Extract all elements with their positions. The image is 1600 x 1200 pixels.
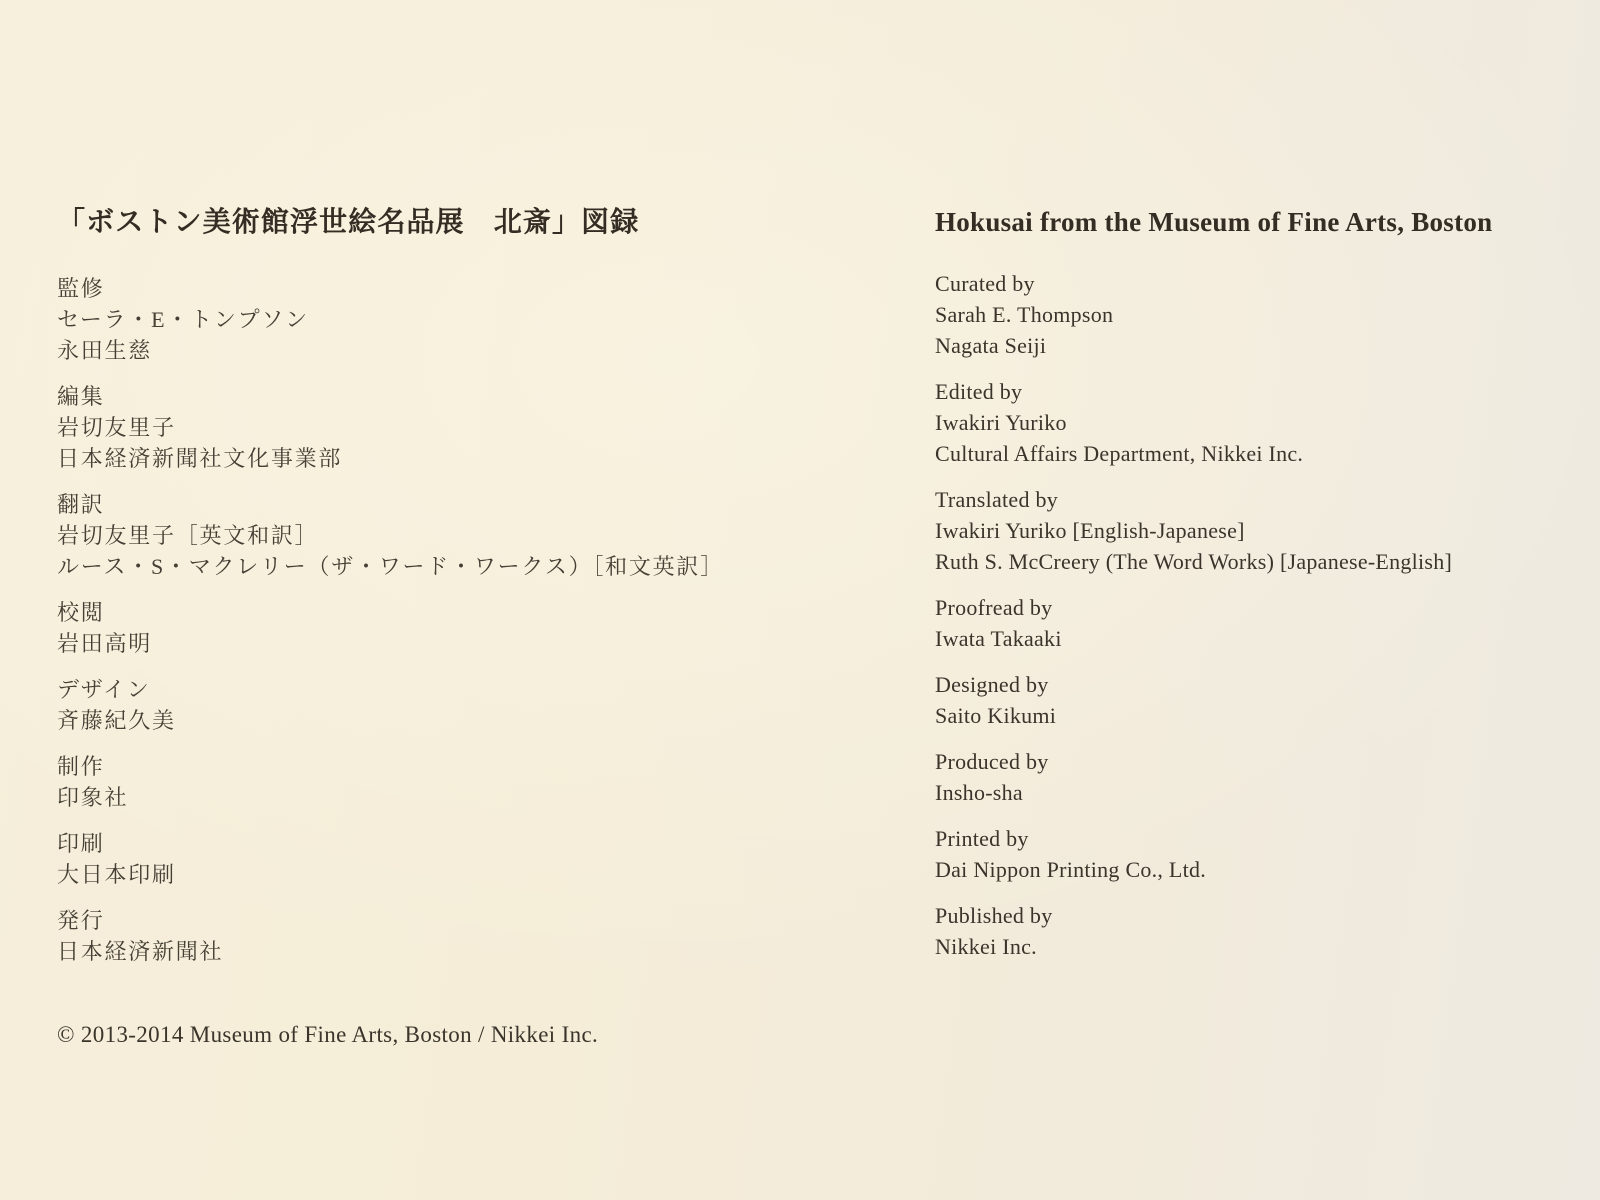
credit-section (935, 484, 1575, 577)
credit-role-label: Designed by (935, 672, 1049, 698)
credit-section (57, 905, 857, 967)
credit-section (935, 746, 1575, 808)
credit-name-line: 岩田高明 (57, 631, 153, 657)
credit-section (935, 592, 1575, 654)
credit-role-label: Proofread by (935, 595, 1053, 621)
copyright-line: © 2013-2014 Museum of Fine Arts, Boston / Nikkei Inc. (57, 1022, 599, 1047)
credit-role-label: Produced by (935, 749, 1049, 775)
credit-section (935, 823, 1575, 885)
credit-section (935, 376, 1575, 469)
colophon-english-column (935, 205, 1575, 977)
credit-role-label: Edited by (935, 379, 1023, 405)
credit-name-line: Dai Nippon Printing Co., Ltd. (935, 857, 1207, 883)
credit-section (57, 828, 857, 890)
credit-role-label: 制作 (57, 754, 105, 780)
colophon-japanese-column (57, 205, 857, 982)
credit-role-label: 監修 (57, 276, 105, 302)
credit-section (57, 674, 857, 736)
credit-name-line: 岩切友里子 (57, 415, 176, 441)
credit-name-line: 日本経済新聞社 (57, 939, 224, 965)
credit-role-label: 翻訳 (57, 492, 105, 518)
credit-role-label: Printed by (935, 826, 1029, 852)
credit-role-label: Translated by (935, 487, 1059, 513)
credit-section (57, 751, 857, 813)
credit-role-label: Curated by (935, 271, 1035, 297)
credit-name-line: ルース・S・マクレリー（ザ・ワード・ワークス）［和文英訳］ (57, 554, 724, 580)
credit-name-line: Nagata Seiji (935, 333, 1047, 359)
credit-role-label: 編集 (57, 384, 105, 410)
credit-role-label: 校閲 (57, 600, 105, 626)
credit-name-line: 永田生慈 (57, 338, 153, 364)
credit-section (935, 900, 1575, 962)
credit-name-line: Nikkei Inc. (935, 934, 1037, 960)
credit-name-line: 印象社 (57, 785, 129, 811)
credit-sections-japanese (57, 273, 857, 967)
credit-role-label: 発行 (57, 908, 105, 934)
credit-name-line: Cultural Affairs Department, Nikkei Inc. (935, 441, 1304, 467)
credit-name-line: セーラ・E・トンプソン (57, 307, 309, 333)
credit-name-line: Iwakiri Yuriko [English-Japanese] (935, 518, 1245, 544)
credit-name-line: Saito Kikumi (935, 703, 1057, 729)
credit-role-label: 印刷 (57, 831, 105, 857)
credit-name-line: 大日本印刷 (57, 862, 176, 888)
credit-section (57, 273, 857, 366)
credit-name-line: Insho-sha (935, 780, 1023, 806)
credit-name-line: Iwakiri Yuriko (935, 410, 1067, 436)
credit-section (57, 381, 857, 474)
credit-name-line: Iwata Takaaki (935, 626, 1062, 652)
catalog-title-english: Hokusai from the Museum of Fine Arts, Boston (935, 207, 1493, 237)
credit-name-line: 日本経済新聞社文化事業部 (57, 446, 343, 472)
catalog-title-japanese: 「ボストン美術館浮世絵名品展 北斎」図録 (57, 207, 640, 238)
credit-name-line: 岩切友里子［英文和訳］ (57, 523, 319, 549)
credit-role-label: Published by (935, 903, 1053, 929)
credit-section (57, 597, 857, 659)
credit-name-line: Ruth S. McCreery (The Word Works) [Japanese-English] (935, 549, 1453, 575)
credit-section (57, 489, 857, 582)
credit-sections-english (935, 268, 1575, 962)
credit-role-label: デザイン (57, 677, 151, 703)
credit-name-line: Sarah E. Thompson (935, 302, 1114, 328)
credit-section (935, 268, 1575, 361)
credit-section (935, 669, 1575, 731)
credit-name-line: 斉藤紀久美 (57, 708, 176, 734)
